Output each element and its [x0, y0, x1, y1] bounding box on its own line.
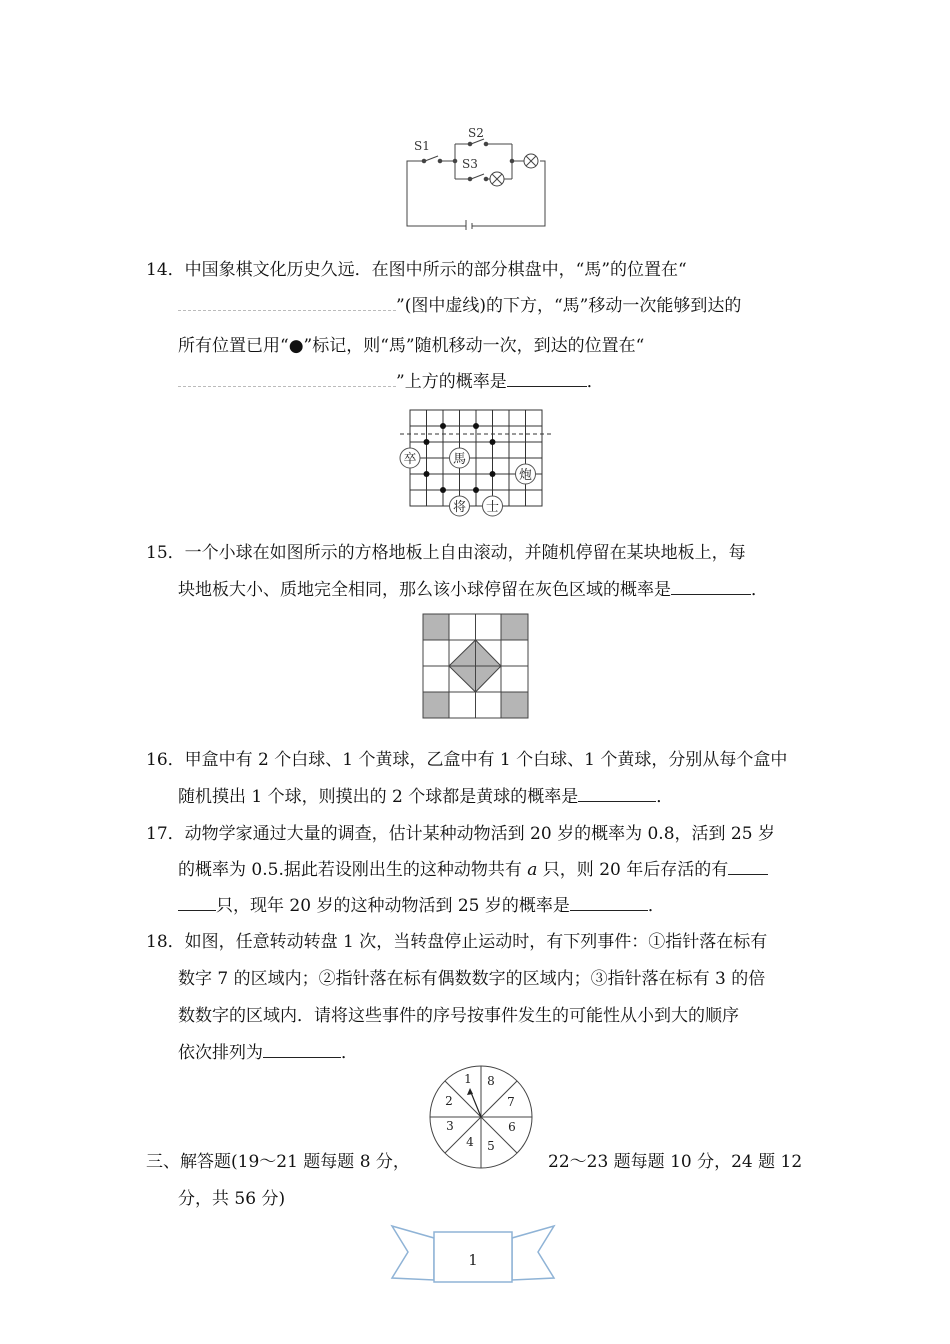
section3-text3: 分，共 56 分)	[178, 1189, 286, 1209]
q18-line3	[178, 1004, 739, 1028]
q18-answer-blank[interactable]	[263, 1043, 341, 1058]
reachable-dot	[473, 423, 479, 429]
q16-text2: 随机摸出 1 个球，则摸出的 2 个球都是黄球的概率是	[178, 787, 579, 807]
page-number-ribbon	[390, 1220, 556, 1286]
q14-line4	[178, 370, 604, 394]
q18-text2: 数字 7 的区域内；②指针落在标有偶数数字的区域内；③指针落在标有 3 的倍	[178, 969, 766, 989]
q15-number: 15．	[146, 543, 185, 563]
piece-soldier: 卒	[403, 452, 417, 467]
q18-line4	[178, 1041, 358, 1065]
q15-text1: 一个小球在如图所示的方格地板上自由滚动，并随机停留在某块地板上，每	[184, 543, 746, 563]
q14-text1: 中国象棋文化历史久远．在图中所示的部分棋盘中，“馬”的位置在“	[184, 260, 687, 280]
q15-answer-blank[interactable]	[671, 580, 751, 595]
q18-text1: 如图，任意转动转盘 1 次，当转盘停止运动时，有下列事件：①指针落在标有	[184, 932, 768, 952]
q18-text3: 数数字的区域内．请将这些事件的序号按事件发生的可能性从小到大的顺序	[178, 1006, 739, 1026]
q14-line3	[178, 334, 644, 358]
reachable-dot	[424, 471, 430, 477]
q17-answer-blank1-start[interactable]	[728, 860, 768, 875]
q16-line2	[178, 785, 673, 809]
q16-text2-end: ．	[656, 787, 674, 807]
q17-line1	[146, 822, 775, 846]
spinner-number-2: 2	[445, 1094, 453, 1108]
q14-dotted-gap1	[178, 296, 396, 311]
piece-cannon: 炮	[518, 468, 533, 483]
q14-line2	[178, 294, 741, 318]
q16-text1: 甲盒中有 2 个白球、1 个黄球，乙盒中有 1 个白球、1 个黄球，分别从每个盒中	[184, 750, 788, 770]
reachable-dot	[424, 439, 430, 445]
q14-text2: ”(图中虚线)的下方，“馬”移动一次能够到达的	[396, 296, 742, 316]
q16-line1	[146, 748, 787, 772]
q17-answer-blank1-end[interactable]	[178, 896, 216, 911]
spinner-number-5: 5	[487, 1139, 495, 1153]
spinner-pointer-tip	[467, 1088, 473, 1095]
q17-text2b: 只，则 20 年后存活的有	[537, 860, 729, 880]
reachable-dot	[490, 439, 496, 445]
q14-number: 14．	[146, 260, 185, 280]
switch-s3-label: S3	[462, 157, 478, 171]
section3-text2: 22～23 题每题 10 分，24 题 12	[548, 1152, 803, 1172]
q18-text4: 依次排列为	[178, 1043, 263, 1063]
spinner-number-6: 6	[508, 1120, 516, 1134]
section3-heading-part2	[548, 1150, 802, 1174]
page-number: 1	[468, 1251, 478, 1269]
q17-variable-a: a	[527, 860, 538, 880]
section3-heading-line2	[178, 1187, 285, 1211]
q14-text4-end: ．	[586, 372, 604, 392]
q14-text4: ”上方的概率是	[396, 372, 507, 392]
q17-text2a: 的概率为 0.5.据此若设刚出生的这种动物共有	[178, 860, 528, 880]
q17-text1: 动物学家通过大量的调查，估计某种动物活到 20 岁的概率为 0.8，活到 25 岁	[184, 824, 775, 844]
reachable-dot	[490, 471, 496, 477]
spinner-number-8: 8	[487, 1074, 495, 1088]
q14-dotted-gap2	[178, 372, 396, 387]
section3-heading-part1	[146, 1150, 410, 1174]
q17-text3-end: ．	[647, 896, 665, 916]
spinner-number-1: 1	[464, 1072, 472, 1086]
q15-line1	[146, 541, 746, 565]
q17-answer-blank2[interactable]	[570, 896, 648, 911]
spinner-diagram	[428, 1064, 534, 1170]
q18-line1	[146, 930, 767, 954]
chess-board-diagram	[398, 406, 553, 522]
switch-s2-label: S2	[468, 126, 484, 140]
q17-number: 17．	[146, 824, 185, 844]
spinner-number-3: 3	[446, 1119, 454, 1133]
switch-s1-label: S1	[414, 139, 430, 153]
q15-text2: 块地板大小、质地完全相同，那么该小球停留在灰色区域的概率是	[178, 580, 671, 600]
reachable-dot	[473, 487, 479, 493]
q17-line2	[178, 858, 768, 882]
piece-advisor: 士	[485, 500, 500, 515]
piece-general: 将	[452, 500, 467, 515]
spinner-number-4: 4	[466, 1135, 474, 1149]
q18-text4-end: ．	[341, 1043, 358, 1063]
q14-line1	[146, 258, 687, 282]
q14-answer-blank[interactable]	[507, 372, 587, 387]
q17-line3	[178, 894, 665, 918]
q18-number: 18．	[146, 932, 185, 952]
q14-text3: 所有位置已用“●”标记，则“馬”随机移动一次，到达的位置在“	[178, 336, 645, 356]
spinner-number-7: 7	[507, 1095, 515, 1109]
piece-horse: 馬	[452, 452, 467, 467]
q18-line2	[178, 967, 765, 991]
q16-answer-blank[interactable]	[578, 787, 656, 802]
q15-line2	[178, 578, 768, 602]
section3-text1: 三、解答题(19～21 题每题 8 分，	[146, 1152, 410, 1172]
reachable-dot	[440, 423, 446, 429]
floor-grid-diagram	[421, 612, 531, 720]
circuit-diagram	[400, 124, 550, 230]
q17-text3: 只，现年 20 岁的这种动物活到 25 岁的概率是	[216, 896, 570, 916]
q15-text2-end: ．	[751, 580, 768, 600]
reachable-dot	[440, 487, 446, 493]
q16-number: 16．	[146, 750, 185, 770]
